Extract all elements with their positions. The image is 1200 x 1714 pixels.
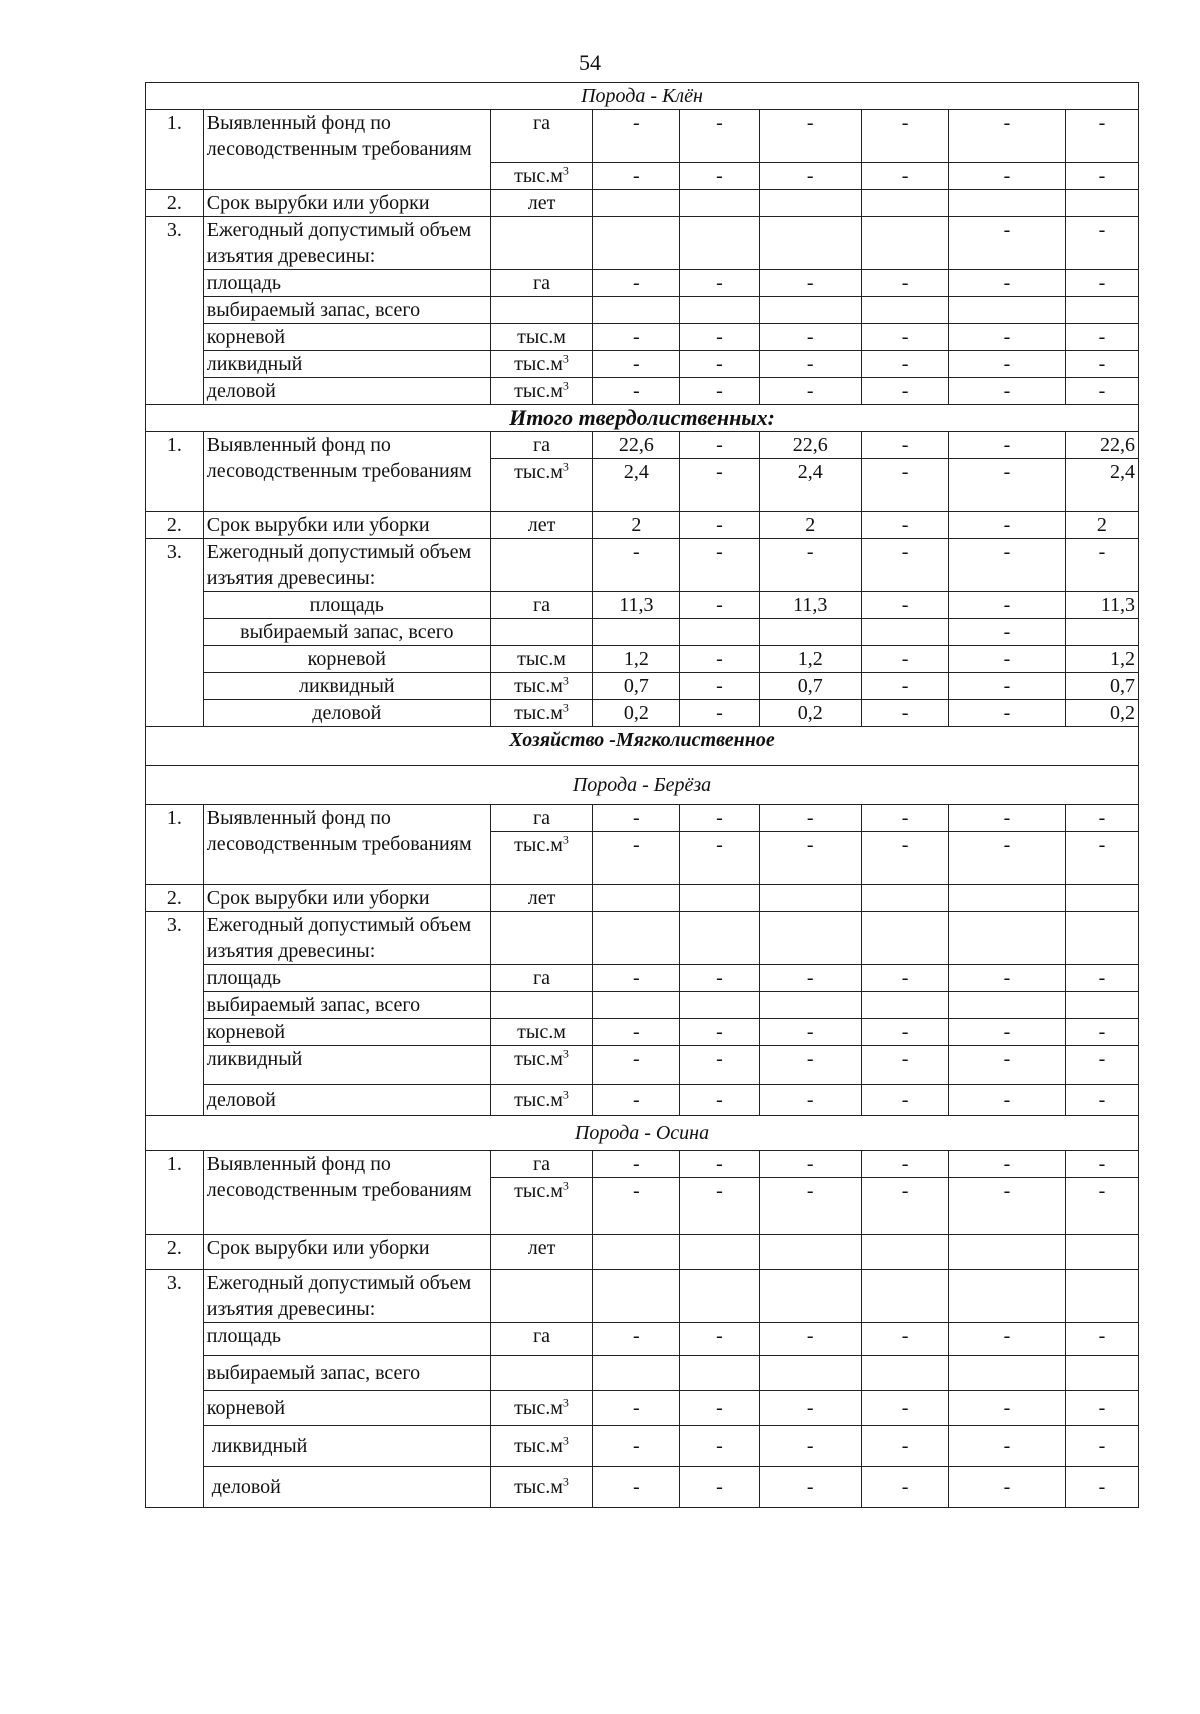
- row-number: 1.: [146, 432, 204, 512]
- table-row: [146, 1391, 1139, 1426]
- value-cell: -: [680, 1085, 759, 1116]
- value-cell: 2,4: [593, 459, 680, 512]
- value-cell: -: [861, 351, 948, 378]
- unit-cell: тыс.м: [490, 646, 592, 673]
- section-header-klen: [146, 83, 1139, 110]
- value-cell: -: [593, 539, 680, 592]
- unit-cell: лет: [490, 1235, 592, 1270]
- value-cell: -: [1065, 217, 1138, 270]
- unit-cell: га: [490, 110, 592, 163]
- value-cell: -: [593, 110, 680, 163]
- table-row: [146, 432, 1139, 459]
- value-cell: -: [680, 432, 759, 459]
- unit-cell: лет: [490, 190, 592, 217]
- value-cell: 0,2: [1065, 700, 1138, 727]
- table-row: [146, 805, 1139, 832]
- value-cell: -: [949, 592, 1066, 619]
- row-label: Выявленный фонд по лесоводственным требованиям: [203, 110, 490, 190]
- value-cell: -: [1065, 1467, 1138, 1508]
- value-cell: -: [861, 1178, 948, 1235]
- table-row: [146, 110, 1139, 163]
- value-cell: 1,2: [1065, 646, 1138, 673]
- value-cell: -: [1065, 1178, 1138, 1235]
- value-cell: -: [1065, 1426, 1138, 1467]
- value-cell: 1,2: [759, 646, 861, 673]
- unit-cell: га: [490, 1323, 592, 1356]
- value-cell: -: [1065, 163, 1138, 190]
- table-row: [146, 1426, 1139, 1467]
- unit-cell: $тыс.м^3$: [490, 1391, 592, 1426]
- unit-cell: $тыс.м^3$: [490, 1178, 592, 1235]
- value-cell: -: [1065, 1323, 1138, 1356]
- value-cell: -: [861, 646, 948, 673]
- table-row: [146, 190, 1139, 217]
- value-cell: -: [680, 110, 759, 163]
- value-cell: -: [759, 1391, 861, 1426]
- value-cell: -: [1065, 1085, 1138, 1116]
- unit-cell: $тыс.м^3$: [490, 832, 592, 885]
- value-cell: -: [949, 459, 1066, 512]
- value-cell: -: [759, 1178, 861, 1235]
- value-cell: -: [861, 324, 948, 351]
- unit-cell: тыс.м: [490, 1019, 592, 1046]
- value-cell: -: [593, 324, 680, 351]
- value-cell: -: [861, 1323, 948, 1356]
- row-label: Выявленный фонд по лесоводственным требованиям: [203, 1151, 490, 1235]
- value-cell: -: [759, 832, 861, 885]
- value-cell: -: [861, 459, 948, 512]
- unit-cell: $тыс.м^3$: [490, 459, 592, 512]
- value-cell: -: [949, 539, 1066, 592]
- value-cell: -: [949, 1391, 1066, 1426]
- section-title: Порода - Клён: [146, 83, 1139, 110]
- row-label: ликвидный: [203, 351, 490, 378]
- value-cell: -: [759, 1467, 861, 1508]
- unit-cell: $тыс.м^3$: [490, 700, 592, 727]
- value-cell: [759, 619, 861, 646]
- value-cell: -: [759, 1019, 861, 1046]
- value-cell: -: [949, 270, 1066, 297]
- unit-cell: $тыс.м^3$: [490, 1426, 592, 1467]
- value-cell: -: [680, 324, 759, 351]
- value-cell: -: [949, 1085, 1066, 1116]
- value-cell: [593, 619, 680, 646]
- row-label: Ежегодный допустимый объем изъятия древесины:: [203, 539, 490, 592]
- value-cell: -: [861, 1426, 948, 1467]
- row-label: корневой: [203, 646, 490, 673]
- value-cell: -: [861, 110, 948, 163]
- section-title: Порода - Осина: [146, 1116, 1139, 1151]
- value-cell: -: [593, 832, 680, 885]
- value-cell: -: [680, 832, 759, 885]
- value-cell: -: [680, 592, 759, 619]
- value-cell: -: [949, 1046, 1066, 1085]
- value-cell: -: [861, 805, 948, 832]
- value-cell: -: [593, 1019, 680, 1046]
- row-number: 1.: [146, 805, 204, 885]
- value-cell: -: [593, 1178, 680, 1235]
- row-number: 2.: [146, 190, 204, 217]
- value-cell: -: [593, 1151, 680, 1178]
- value-cell: -: [759, 163, 861, 190]
- table-row: [146, 270, 1139, 297]
- value-cell: 11,3: [759, 592, 861, 619]
- section-header-softwood-farm: [146, 727, 1139, 766]
- value-cell: -: [949, 324, 1066, 351]
- row-label: Срок вырубки или уборки: [203, 512, 490, 539]
- value-cell: -: [680, 673, 759, 700]
- value-cell: -: [1065, 805, 1138, 832]
- unit-cell: га: [490, 965, 592, 992]
- unit-cell: $тыс.м^3$: [490, 1467, 592, 1508]
- value-cell: -: [593, 1467, 680, 1508]
- section-header-bereza: [146, 766, 1139, 805]
- value-cell: -: [759, 1046, 861, 1085]
- unit-cell: га: [490, 432, 592, 459]
- value-cell: -: [1065, 1019, 1138, 1046]
- value-cell: 11,3: [593, 592, 680, 619]
- section-title: Итого твердолиственных:: [146, 405, 1139, 432]
- value-cell: -: [759, 324, 861, 351]
- value-cell: -: [759, 270, 861, 297]
- table-row: [146, 700, 1139, 727]
- table-row: [146, 1323, 1139, 1356]
- value-cell: 11,3: [1065, 592, 1138, 619]
- row-label: корневой: [203, 1391, 490, 1426]
- value-cell: -: [1065, 324, 1138, 351]
- table-row: [146, 1151, 1139, 1178]
- table-row: [146, 619, 1139, 646]
- section-header-osina: [146, 1116, 1139, 1151]
- unit-cell: тыс.м: [490, 324, 592, 351]
- unit-cell: $тыс.м^3$: [490, 1085, 592, 1116]
- value-cell: -: [861, 378, 948, 405]
- value-cell: 2: [593, 512, 680, 539]
- value-cell: -: [593, 1391, 680, 1426]
- row-number: 3.: [146, 912, 204, 1116]
- table-row: [146, 324, 1139, 351]
- value-cell: -: [861, 1046, 948, 1085]
- value-cell: -: [949, 110, 1066, 163]
- row-number: 2.: [146, 1235, 204, 1270]
- table-row: [146, 673, 1139, 700]
- value-cell: -: [680, 378, 759, 405]
- section-header-total-hardwood: [146, 405, 1139, 432]
- value-cell: 0,7: [593, 673, 680, 700]
- value-cell: -: [1065, 270, 1138, 297]
- row-label: площадь: [203, 1323, 490, 1356]
- value-cell: -: [949, 805, 1066, 832]
- value-cell: -: [861, 1151, 948, 1178]
- section-title: Порода - Берёза: [146, 766, 1139, 805]
- table-row: [146, 539, 1139, 592]
- row-number: 2.: [146, 885, 204, 912]
- value-cell: -: [593, 805, 680, 832]
- section-title: Хозяйство -Мягколиственное: [146, 727, 1139, 766]
- table-row: [146, 1019, 1139, 1046]
- value-cell: -: [949, 1019, 1066, 1046]
- unit-cell: $тыс.м^3$: [490, 351, 592, 378]
- row-label: площадь: [203, 270, 490, 297]
- unit-cell: лет: [490, 512, 592, 539]
- value-cell: -: [759, 1426, 861, 1467]
- value-cell: -: [861, 1467, 948, 1508]
- value-cell: -: [680, 1046, 759, 1085]
- table-row: [146, 1356, 1139, 1391]
- table-row: [146, 1235, 1139, 1270]
- row-label: Выявленный фонд по лесоводственным требованиям: [203, 432, 490, 512]
- value-cell: -: [949, 619, 1066, 646]
- value-cell: -: [861, 673, 948, 700]
- value-cell: -: [680, 1467, 759, 1508]
- value-cell: -: [593, 1085, 680, 1116]
- value-cell: -: [949, 832, 1066, 885]
- value-cell: -: [1065, 1391, 1138, 1426]
- table-row: [146, 1270, 1139, 1323]
- table-row: [146, 297, 1139, 324]
- value-cell: -: [861, 592, 948, 619]
- unit-cell: $тыс.м^3$: [490, 673, 592, 700]
- value-cell: -: [680, 1019, 759, 1046]
- row-label: Срок вырубки или уборки: [203, 190, 490, 217]
- value-cell: -: [680, 700, 759, 727]
- value-cell: -: [759, 1151, 861, 1178]
- value-cell: -: [759, 378, 861, 405]
- value-cell: -: [861, 700, 948, 727]
- value-cell: 22,6: [1065, 432, 1138, 459]
- value-cell: 0,2: [593, 700, 680, 727]
- value-cell: [680, 619, 759, 646]
- unit-cell: $тыс.м^3$: [490, 1046, 592, 1085]
- row-label: Ежегодный допустимый объем изъятия древесины:: [203, 912, 490, 965]
- table-row: [146, 885, 1139, 912]
- value-cell: -: [759, 110, 861, 163]
- value-cell: 22,6: [593, 432, 680, 459]
- value-cell: -: [949, 1467, 1066, 1508]
- value-cell: -: [680, 1391, 759, 1426]
- value-cell: -: [680, 805, 759, 832]
- value-cell: -: [949, 1426, 1066, 1467]
- row-label: деловой: [203, 1085, 490, 1116]
- value-cell: -: [593, 351, 680, 378]
- value-cell: -: [861, 270, 948, 297]
- row-label: Срок вырубки или уборки: [203, 1235, 490, 1270]
- value-cell: -: [861, 965, 948, 992]
- unit-cell: $тыс.м^3$: [490, 163, 592, 190]
- row-label: ликвидный: [203, 1426, 490, 1467]
- value-cell: -: [1065, 1046, 1138, 1085]
- row-label: площадь: [203, 965, 490, 992]
- value-cell: -: [593, 270, 680, 297]
- table-row: [146, 512, 1139, 539]
- table-row: [146, 646, 1139, 673]
- row-label: деловой: [203, 1467, 490, 1508]
- row-label: ликвидный: [203, 1046, 490, 1085]
- value-cell: -: [680, 459, 759, 512]
- row-label: Ежегодный допустимый объем изъятия древесины:: [203, 217, 490, 270]
- unit-cell: $тыс.м^3$: [490, 378, 592, 405]
- value-cell: -: [1065, 351, 1138, 378]
- value-cell: 2: [1065, 512, 1138, 539]
- value-cell: -: [949, 163, 1066, 190]
- value-cell: -: [949, 673, 1066, 700]
- value-cell: -: [949, 646, 1066, 673]
- value-cell: -: [949, 351, 1066, 378]
- value-cell: -: [949, 432, 1066, 459]
- table-row: [146, 592, 1139, 619]
- value-cell: -: [949, 1178, 1066, 1235]
- value-cell: -: [759, 1323, 861, 1356]
- value-cell: -: [949, 378, 1066, 405]
- row-label: Срок вырубки или уборки: [203, 885, 490, 912]
- row-label: корневой: [203, 1019, 490, 1046]
- row-number: 3.: [146, 1270, 204, 1508]
- value-cell: -: [680, 1426, 759, 1467]
- value-cell: -: [680, 512, 759, 539]
- unit-cell: лет: [490, 885, 592, 912]
- value-cell: -: [1065, 965, 1138, 992]
- value-cell: -: [861, 432, 948, 459]
- unit-cell: га: [490, 805, 592, 832]
- value-cell: -: [861, 1391, 948, 1426]
- unit-cell: га: [490, 592, 592, 619]
- value-cell: 2,4: [759, 459, 861, 512]
- table-row: [146, 992, 1139, 1019]
- value-cell: -: [680, 351, 759, 378]
- unit-cell: га: [490, 1151, 592, 1178]
- value-cell: -: [1065, 539, 1138, 592]
- value-cell: -: [949, 700, 1066, 727]
- value-cell: -: [861, 163, 948, 190]
- row-label: ликвидный: [203, 673, 490, 700]
- table-row: [146, 965, 1139, 992]
- value-cell: [1065, 619, 1138, 646]
- row-label: выбираемый запас, всего: [203, 619, 490, 646]
- row-number: 3.: [146, 217, 204, 405]
- value-cell: -: [680, 1323, 759, 1356]
- value-cell: 2,4: [1065, 459, 1138, 512]
- value-cell: -: [759, 805, 861, 832]
- value-cell: -: [1065, 1151, 1138, 1178]
- table-row: [146, 1467, 1139, 1508]
- row-label: выбираемый запас, всего: [203, 1356, 490, 1391]
- value-cell: -: [949, 1151, 1066, 1178]
- value-cell: -: [949, 512, 1066, 539]
- value-cell: -: [1065, 110, 1138, 163]
- row-number: 1.: [146, 1151, 204, 1235]
- value-cell: -: [1065, 378, 1138, 405]
- value-cell: -: [759, 965, 861, 992]
- value-cell: -: [593, 378, 680, 405]
- row-label: Выявленный фонд по лесоводственным требованиям: [203, 805, 490, 885]
- value-cell: -: [949, 965, 1066, 992]
- value-cell: 0,2: [759, 700, 861, 727]
- value-cell: -: [861, 1019, 948, 1046]
- row-label: деловой: [203, 700, 490, 727]
- value-cell: -: [680, 270, 759, 297]
- value-cell: -: [593, 1046, 680, 1085]
- row-label: деловой: [203, 378, 490, 405]
- page-number: 54: [579, 50, 601, 75]
- value-cell: 2: [759, 512, 861, 539]
- value-cell: -: [680, 539, 759, 592]
- value-cell: -: [861, 832, 948, 885]
- value-cell: -: [593, 1323, 680, 1356]
- row-number: 2.: [146, 512, 204, 539]
- value-cell: 0,7: [759, 673, 861, 700]
- row-number: 3.: [146, 539, 204, 727]
- value-cell: -: [1065, 832, 1138, 885]
- table-row: [146, 1085, 1139, 1116]
- value-cell: 0,7: [1065, 673, 1138, 700]
- value-cell: -: [680, 965, 759, 992]
- forest-harvest-table: [145, 82, 1139, 1508]
- value-cell: 22,6: [759, 432, 861, 459]
- value-cell: -: [759, 351, 861, 378]
- value-cell: -: [759, 1085, 861, 1116]
- value-cell: -: [861, 539, 948, 592]
- row-number: 1.: [146, 110, 204, 190]
- value-cell: -: [861, 1085, 948, 1116]
- row-label: Ежегодный допустимый объем изъятия древесины:: [203, 1270, 490, 1323]
- table-row: [146, 912, 1139, 965]
- value-cell: [861, 619, 948, 646]
- value-cell: -: [680, 1151, 759, 1178]
- row-label: корневой: [203, 324, 490, 351]
- value-cell: -: [680, 646, 759, 673]
- value-cell: -: [593, 1426, 680, 1467]
- value-cell: -: [759, 539, 861, 592]
- table-row: [146, 351, 1139, 378]
- value-cell: -: [861, 512, 948, 539]
- value-cell: -: [593, 163, 680, 190]
- row-label: выбираемый запас, всего: [203, 297, 490, 324]
- row-label: выбираемый запас, всего: [203, 992, 490, 1019]
- table-row: [146, 1046, 1139, 1085]
- unit-cell: га: [490, 270, 592, 297]
- value-cell: -: [949, 217, 1066, 270]
- table-row: [146, 217, 1139, 270]
- value-cell: 1,2: [593, 646, 680, 673]
- value-cell: -: [680, 1178, 759, 1235]
- value-cell: -: [593, 965, 680, 992]
- table-row: [146, 378, 1139, 405]
- value-cell: -: [949, 1323, 1066, 1356]
- row-label: площадь: [203, 592, 490, 619]
- value-cell: -: [680, 163, 759, 190]
